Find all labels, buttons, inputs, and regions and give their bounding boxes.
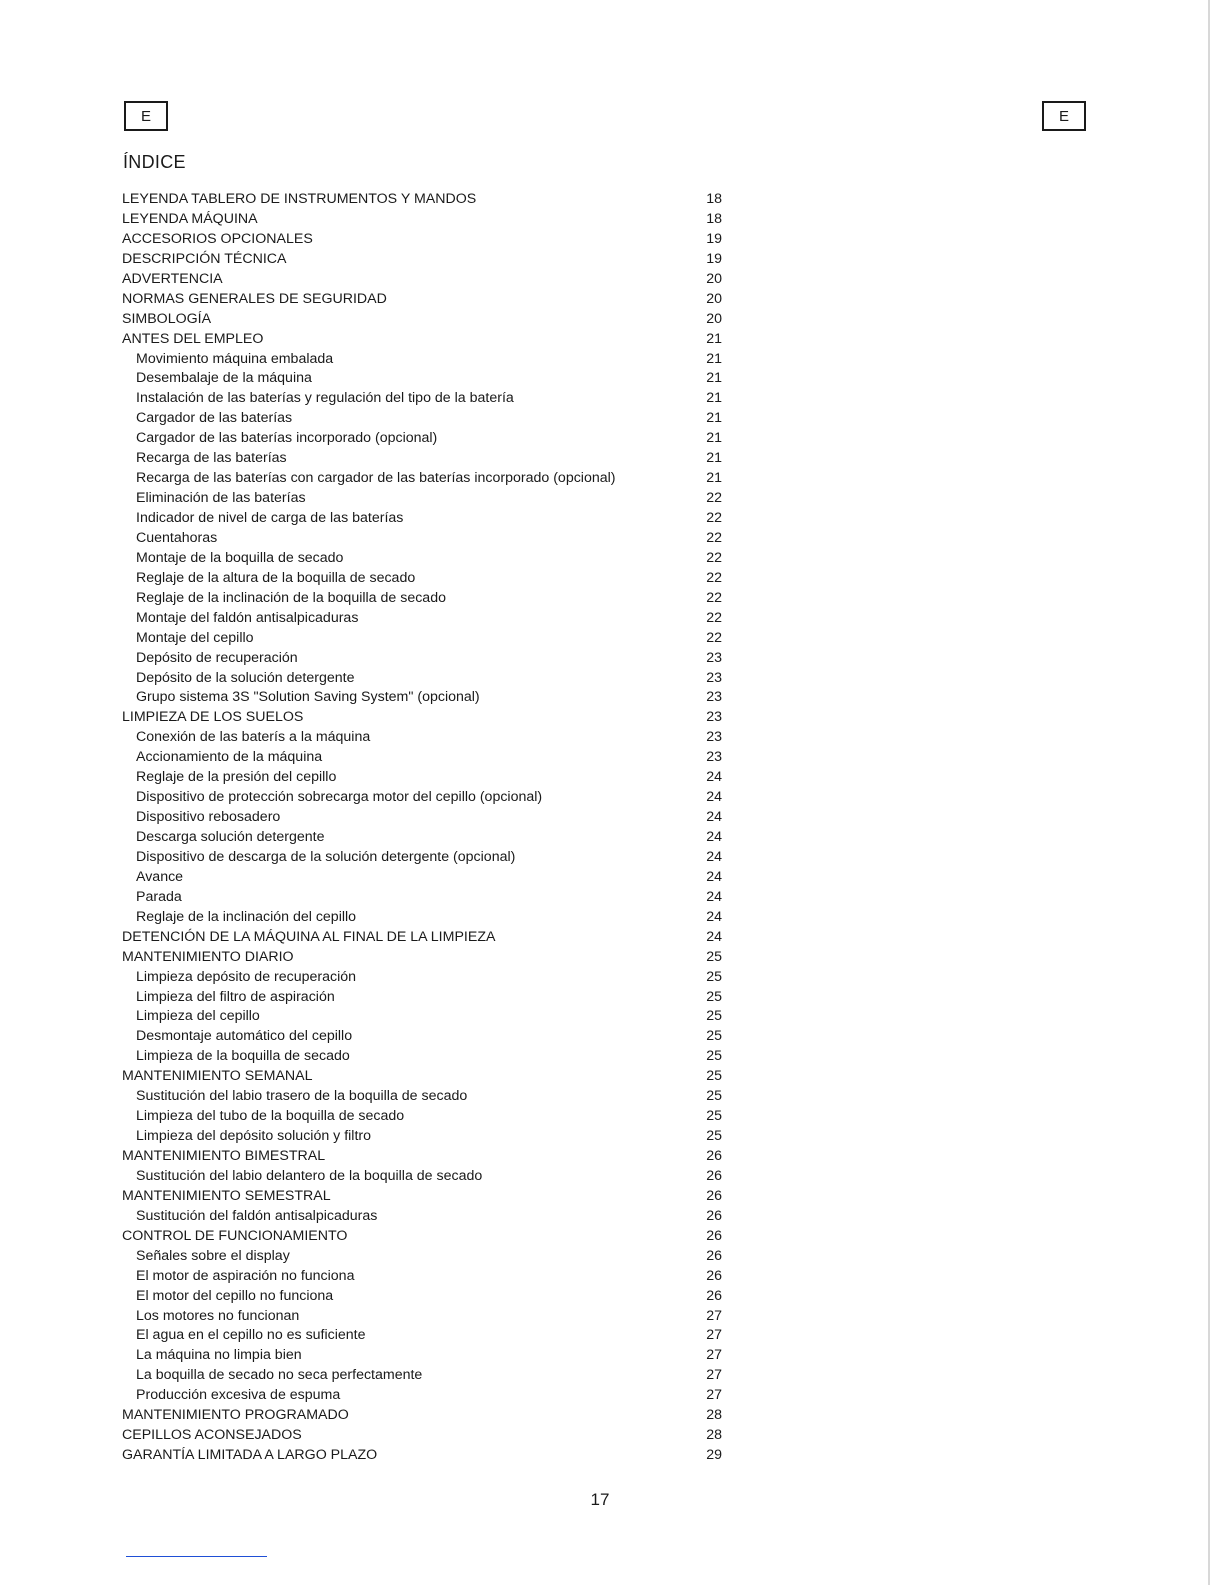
toc-entry-page: 19	[706, 230, 722, 247]
toc-subentry	[122, 350, 722, 370]
toc-entry-title: Grupo sistema 3S "Solution Saving System" (opcional)	[136, 689, 480, 706]
toc-subentry	[122, 908, 722, 928]
toc-entry-page: 25	[706, 1048, 722, 1065]
toc-entry	[122, 290, 722, 310]
toc-entry-page: 25	[706, 1128, 722, 1145]
toc-entry-page: 22	[706, 629, 722, 646]
toc-subentry	[122, 469, 722, 489]
toc-subentry	[122, 429, 722, 449]
toc-entry	[122, 708, 722, 728]
toc-subentry	[122, 688, 722, 708]
toc-entry-page: 29	[706, 1447, 722, 1464]
toc-entry-page: 24	[706, 809, 722, 826]
toc-entry-page: 26	[706, 1227, 722, 1244]
toc-entry-title: Limpieza del filtro de aspiración	[136, 988, 335, 1005]
toc-subentry	[122, 1167, 722, 1187]
toc-entry-page: 18	[706, 210, 722, 227]
toc-entry-page: 23	[706, 649, 722, 666]
toc-subentry	[122, 1207, 722, 1227]
toc-entry-title: Eliminación de las baterías	[136, 490, 306, 507]
toc-entry-title: LEYENDA MÁQUINA	[122, 210, 258, 227]
toc-entry-page: 26	[706, 1267, 722, 1284]
toc-entry-page: 26	[706, 1148, 722, 1164]
toc-entry-title: Limpieza depósito de recuperación	[136, 968, 357, 985]
toc-entry-page: 23	[706, 729, 722, 746]
toc-entry-page: 23	[706, 749, 722, 766]
toc-entry-title: GARANTÍA LIMITADA A LARGO PLAZO	[122, 1447, 378, 1464]
toc-entry-title: Depósito de recuperación	[136, 649, 298, 666]
toc-entry-page: 22	[706, 569, 722, 586]
toc-entry-page: 21	[706, 450, 722, 467]
toc-subentry	[122, 808, 722, 828]
toc-entry-page: 18	[706, 191, 722, 207]
toc-entry-title: MANTENIMIENTO BIMESTRAL	[122, 1148, 326, 1164]
toc-entry-page: 24	[706, 848, 722, 865]
toc-entry-page: 27	[706, 1327, 722, 1344]
toc-entry	[122, 928, 722, 948]
toc-subentry	[122, 609, 722, 629]
toc-entry-title: La máquina no limpia bien	[136, 1347, 302, 1364]
toc-entry-page: 24	[706, 908, 722, 925]
toc-entry-page: 25	[706, 1008, 722, 1025]
toc-subentry	[122, 748, 722, 768]
toc-entry-title: Montaje del faldón antisalpicaduras	[136, 609, 359, 626]
toc-entry-page: 25	[706, 948, 722, 965]
toc-entry-page: 22	[706, 549, 722, 566]
toc-entry-page: 24	[706, 789, 722, 806]
toc-entry-title: Accionamiento de la máquina	[136, 749, 323, 766]
toc-entry-page: 26	[706, 1287, 722, 1304]
toc-subentry	[122, 1027, 722, 1047]
toc-subentry	[122, 788, 722, 808]
toc-subentry	[122, 1107, 722, 1127]
toc-entry-title: MANTENIMIENTO DIARIO	[122, 948, 294, 965]
toc-entry-title: Reglaje de la inclinación de la boquilla de secado	[136, 589, 446, 606]
toc-entry-page: 25	[706, 988, 722, 1005]
toc-entry-title: Producción excesiva de espuma	[136, 1387, 341, 1404]
toc-entry-page: 28	[706, 1407, 722, 1424]
toc-entry-title: CEPILLOS ACONSEJADOS	[122, 1427, 302, 1444]
toc-entry-page: 21	[706, 370, 722, 387]
toc-entry	[122, 230, 722, 250]
toc-subentry	[122, 369, 722, 389]
page-number: 17	[590, 1490, 610, 1509]
toc-entry-title: Sustitución del faldón antisalpicaduras	[136, 1207, 378, 1224]
toc-entry-title: La boquilla de secado no seca perfectamente	[136, 1367, 423, 1384]
toc-entry-page: 22	[706, 589, 722, 606]
toc-entry-title: Sustitución del labio trasero de la boquilla de secado	[136, 1088, 468, 1105]
toc-subentry	[122, 529, 722, 549]
toc-entry-title: Conexión de las baterís a la máquina	[136, 729, 371, 746]
toc-subentry	[122, 1346, 722, 1366]
toc-entry-title: Limpieza del depósito solución y filtro	[136, 1128, 372, 1145]
toc-entry-title: El motor de aspiración no funciona	[136, 1267, 355, 1284]
toc-entry-page: 24	[706, 829, 722, 845]
toc-entry-page: 21	[706, 430, 722, 447]
toc-entry-page: 24	[706, 868, 722, 885]
toc-entry-page: 22	[706, 609, 722, 626]
toc-entry-title: Indicador de nivel de carga de las baterías	[136, 510, 404, 526]
toc-entry-page: 21	[706, 390, 722, 407]
toc-entry-title: El agua en el cepillo no es suficiente	[136, 1327, 366, 1344]
toc-subentry	[122, 1247, 722, 1267]
toc-subentry	[122, 1267, 722, 1287]
toc-entry-title: Montaje del cepillo	[136, 629, 254, 646]
toc-entry-title: MANTENIMIENTO SEMANAL	[122, 1068, 313, 1085]
toc-entry-page: 25	[706, 1088, 722, 1105]
toc-entry	[122, 190, 722, 210]
toc-entry-page: 26	[706, 1167, 722, 1184]
toc-entry-title: Señales sobre el display	[136, 1247, 290, 1264]
toc-entry-title: Reglaje de la altura de la boquilla de secado	[136, 569, 416, 586]
toc-subentry	[122, 409, 722, 429]
toc-subentry	[122, 669, 722, 689]
toc-entry-page: 25	[706, 1108, 722, 1125]
toc-subentry	[122, 589, 722, 609]
toc-entry-page: 28	[706, 1427, 722, 1444]
toc-entry-page: 24	[706, 928, 722, 945]
toc-entry-title: El motor del cepillo no funciona	[136, 1287, 334, 1304]
toc-subentry	[122, 1047, 722, 1067]
toc-entry-page: 26	[706, 1207, 722, 1224]
toc-entry-title: ACCESORIOS OPCIONALES	[122, 230, 313, 247]
toc-entry-page: 21	[706, 350, 722, 367]
toc-entry-page: 27	[706, 1347, 722, 1364]
toc-entry-page: 23	[706, 669, 722, 686]
toc-subentry	[122, 629, 722, 649]
toc-entry-page: 27	[706, 1367, 722, 1384]
toc-subentry	[122, 728, 722, 748]
toc-entry	[122, 1067, 722, 1087]
toc-entry-title: Depósito de la solución detergente	[136, 669, 355, 686]
language-code-box-left: E	[124, 101, 168, 131]
bottom-rule	[126, 1556, 267, 1557]
toc-entry	[122, 1446, 722, 1466]
toc-subentry	[122, 489, 722, 509]
toc-subentry	[122, 1326, 722, 1346]
scan-edge	[1208, 0, 1210, 1585]
toc-subentry	[122, 768, 722, 788]
toc-entry	[122, 210, 722, 230]
toc-entry-title: Limpieza del cepillo	[136, 1008, 260, 1025]
toc-entry-title: Cargador de las baterías incorporado (opcional)	[136, 430, 438, 447]
toc-entry	[122, 1227, 722, 1247]
toc-entry-page: 22	[706, 529, 722, 546]
toc-subentry	[122, 1127, 722, 1147]
toc-entry-title: Montaje de la boquilla de secado	[136, 549, 344, 566]
table-of-contents	[122, 190, 722, 1466]
toc-subentry	[122, 1087, 722, 1107]
toc-subentry	[122, 888, 722, 908]
toc-entry	[122, 310, 722, 330]
toc-entry	[122, 1406, 722, 1426]
toc-subentry	[122, 868, 722, 888]
toc-entry-page: 27	[706, 1387, 722, 1404]
toc-entry-title: Cuentahoras	[136, 529, 218, 546]
toc-entry-title: Descarga solución detergente	[136, 829, 325, 845]
toc-entry-title: Sustitución del labio delantero de la boquilla de secado	[136, 1167, 483, 1184]
toc-entry-title: SIMBOLOGÍA	[122, 310, 212, 327]
toc-subentry	[122, 1287, 722, 1307]
toc-entry-page: 24	[706, 888, 722, 905]
toc-subentry	[122, 569, 722, 589]
toc-entry-page: 24	[706, 769, 722, 786]
toc-entry-title: Avance	[136, 868, 184, 885]
toc-entry-title: NORMAS GENERALES DE SEGURIDAD	[122, 290, 387, 307]
toc-entry	[122, 948, 722, 968]
toc-entry-page: 22	[706, 510, 722, 526]
toc-subentry	[122, 1007, 722, 1027]
toc-entry-page: 27	[706, 1307, 722, 1324]
toc-entry-page: 20	[706, 270, 722, 287]
toc-entry-page: 23	[706, 689, 722, 706]
toc-entry-title: Limpieza del tubo de la boquilla de secado	[136, 1108, 405, 1125]
toc-entry-title: Los motores no funcionan	[136, 1307, 300, 1324]
language-code-box-right: E	[1042, 101, 1086, 131]
toc-entry-page: 26	[706, 1187, 722, 1204]
toc-entry	[122, 250, 722, 270]
toc-entry-title: Desmontaje automático del cepillo	[136, 1028, 353, 1045]
toc-entry-title: Reglaje de la inclinación del cepillo	[136, 908, 357, 925]
toc-subentry	[122, 1307, 722, 1327]
toc-entry-title: Dispositivo rebosadero	[136, 809, 281, 826]
toc-entry-title: Instalación de las baterías y regulación del tipo de la batería	[136, 390, 514, 407]
toc-entry	[122, 1147, 722, 1167]
toc-entry-title: Desembalaje de la máquina	[136, 370, 312, 387]
toc-entry-title: Recarga de las baterías con cargador de las baterías incorporado (opcional)	[136, 470, 616, 487]
toc-entry-title: Limpieza de la boquilla de secado	[136, 1048, 350, 1065]
toc-entry-title: MANTENIMIENTO SEMESTRAL	[122, 1187, 331, 1204]
toc-subentry	[122, 389, 722, 409]
toc-subentry	[122, 449, 722, 469]
toc-entry-page: 21	[706, 410, 722, 427]
toc-entry-title: LIMPIEZA DE LOS SUELOS	[122, 709, 304, 726]
toc-entry-title: Cargador de las baterías	[136, 410, 293, 427]
toc-subentry	[122, 1386, 722, 1406]
toc-entry-title: DESCRIPCIÓN TÉCNICA	[122, 250, 287, 267]
toc-entry	[122, 270, 722, 290]
toc-entry-title: Recarga de las baterías	[136, 450, 287, 467]
toc-entry-page: 20	[706, 310, 722, 327]
toc-entry-title: Parada	[136, 888, 182, 905]
toc-entry-page: 26	[706, 1247, 722, 1264]
toc-subentry	[122, 649, 722, 669]
toc-entry-title: ADVERTENCIA	[122, 270, 223, 287]
page-title: ÍNDICE	[123, 152, 186, 172]
toc-subentry	[122, 509, 722, 529]
toc-entry-title: MANTENIMIENTO PROGRAMADO	[122, 1407, 349, 1424]
toc-entry-page: 25	[706, 1068, 722, 1085]
toc-entry-title: Movimiento máquina embalada	[136, 350, 334, 367]
toc-subentry	[122, 1366, 722, 1386]
toc-entry-page: 23	[706, 709, 722, 726]
toc-entry-title: CONTROL DE FUNCIONAMIENTO	[122, 1227, 348, 1244]
toc-entry-page: 20	[706, 290, 722, 307]
toc-subentry	[122, 549, 722, 569]
toc-entry-title: Reglaje de la presión del cepillo	[136, 769, 337, 786]
toc-entry	[122, 330, 722, 350]
toc-entry-page: 19	[706, 250, 722, 267]
toc-entry-page: 21	[706, 470, 722, 487]
toc-subentry	[122, 968, 722, 988]
toc-entry-page: 21	[706, 330, 722, 347]
toc-subentry	[122, 828, 722, 848]
toc-entry	[122, 1187, 722, 1207]
toc-entry-title: ANTES DEL EMPLEO	[122, 330, 264, 347]
toc-entry-page: 25	[706, 1028, 722, 1045]
toc-entry-title: Dispositivo de protección sobrecarga motor del cepillo (opcional)	[136, 789, 543, 806]
toc-entry-title: LEYENDA TABLERO DE INSTRUMENTOS Y MANDOS	[122, 191, 477, 207]
toc-subentry	[122, 848, 722, 868]
toc-entry-page: 25	[706, 968, 722, 985]
toc-entry	[122, 1426, 722, 1446]
toc-subentry	[122, 988, 722, 1008]
toc-entry-page: 22	[706, 490, 722, 507]
toc-entry-title: Dispositivo de descarga de la solución detergente (opcional)	[136, 848, 516, 865]
toc-entry-title: DETENCIÓN DE LA MÁQUINA AL FINAL DE LA LIMPIEZA	[122, 928, 496, 945]
